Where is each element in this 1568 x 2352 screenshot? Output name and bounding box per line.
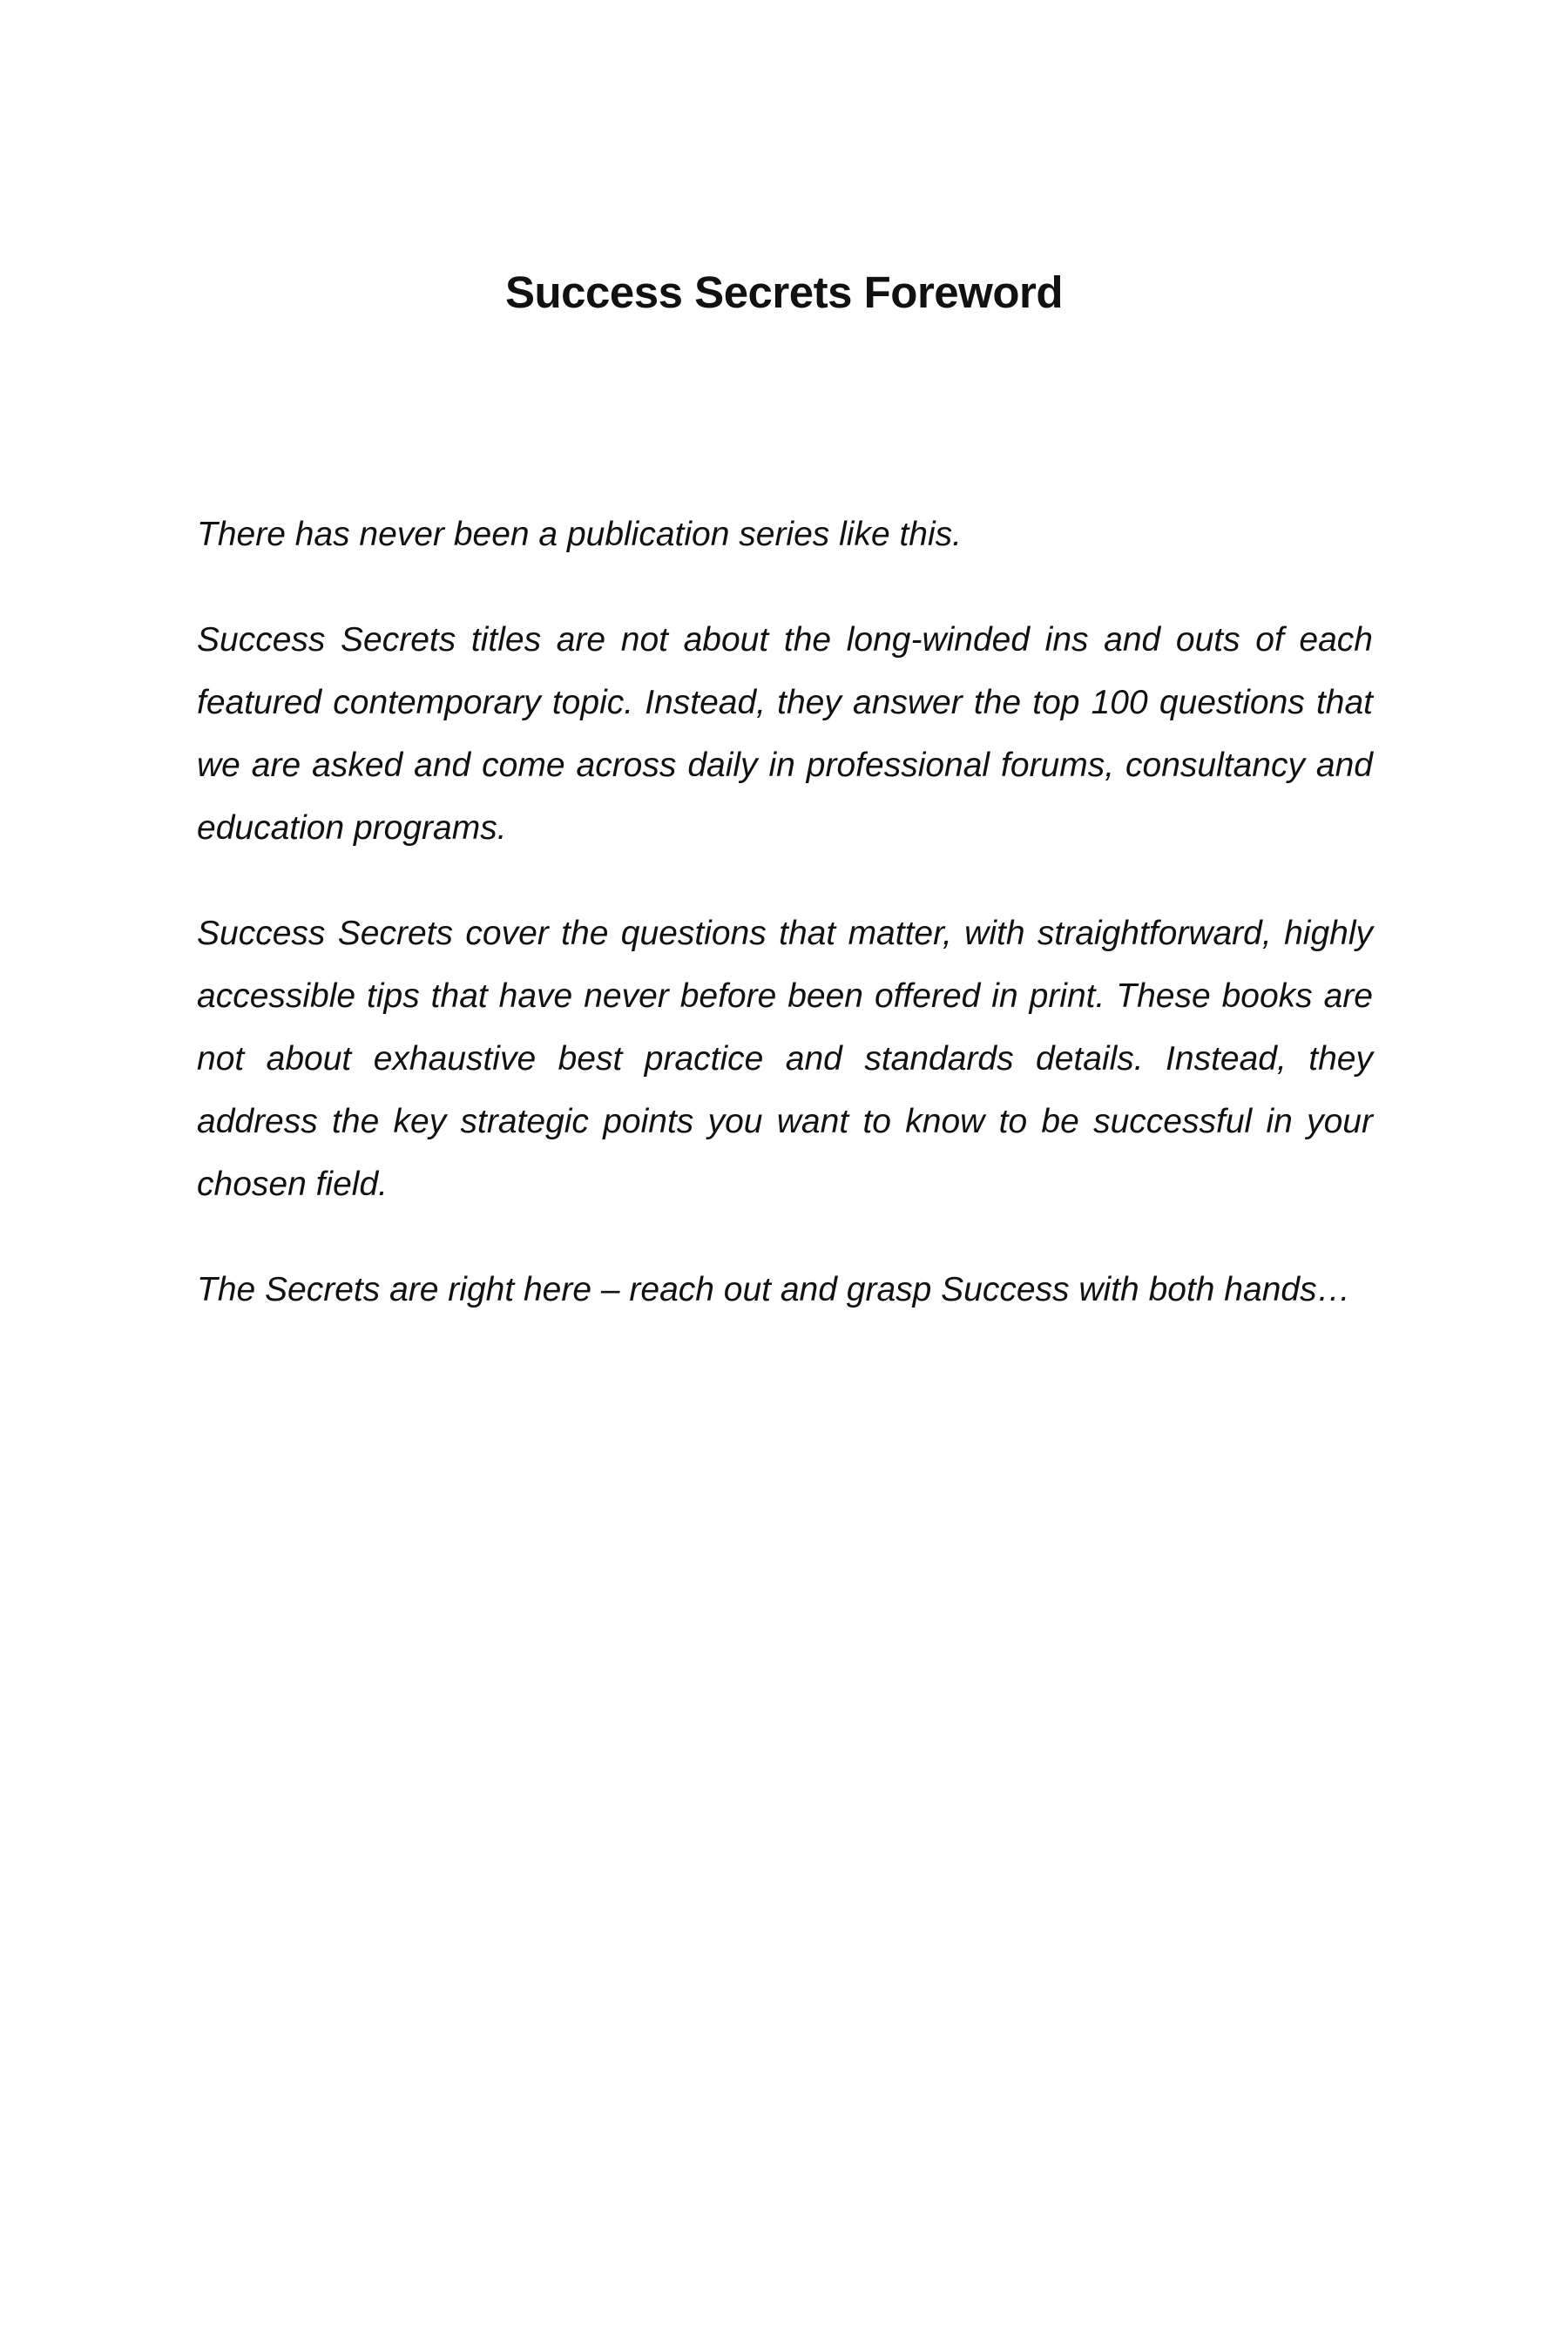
foreword-body bbox=[197, 504, 1373, 1364]
paragraph-titles: Success Secrets titles are not about the long-winded ins and outs of each featured contemporary topic. Instead, they answer the top 100 questions that we are asked and come across daily in professional forums, consultancy and education programs. bbox=[197, 621, 1373, 847]
paragraph-intro: There has never been a publication series like this. bbox=[197, 516, 962, 553]
paragraph-closing: The Secrets are right here – reach out and grasp Success with both hands… bbox=[197, 1271, 1351, 1308]
paragraph-coverage: Success Secrets cover the questions that matter, with straightforward, highly accessible tips that have never before been offered in print. These books are not about exhaustive best practice and standards details. Instead, they address the key strategic points you want to know to be successful in your chosen field. bbox=[197, 915, 1373, 1203]
page-title: Success Secrets Foreword bbox=[505, 267, 1063, 317]
